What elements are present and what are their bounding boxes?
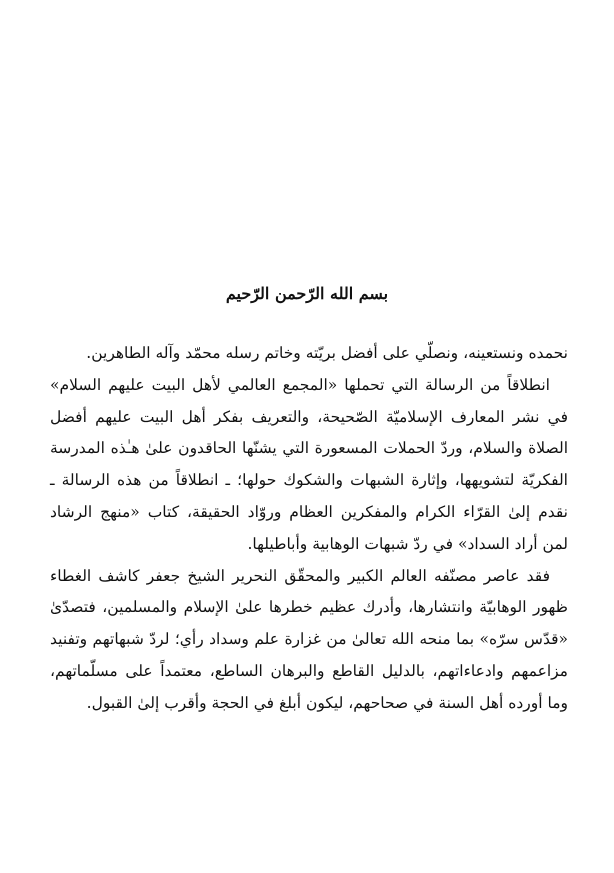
- paragraph-author: فقد عاصر مصنّفه العالم الكبير والمحقّق النحرير الشيخ جعفر كاشف الغطاء ظهور الوهابيّة وانتشارها، وأدرك عظيم خطرها علىٰ الإسلام والمسلمين، فتصدّىٰ «قدّس سرّه» بما منحه الله تعالىٰ من غزارة علم وسداد رأي؛ لردّ شبهاتهم وتفنيد مزاعمهم وادعاءاتهم، بالدليل القاطع والبرهان الساطع، معتمداً على مسلّماتهم، وما أورده أهل السنة في صحاحهم، ليكون أبلغ في الحجة وأقرب إلىٰ القبول.: [50, 566, 568, 712]
- paragraph-opening: نحمده ونستعينه، ونصلّي على أفضل بريّته وخاتم رسله محمّد وآله الطاهرين.: [86, 344, 568, 362]
- basmala-heading: بسم الله الرّحمن الرّحيم: [225, 284, 389, 303]
- paragraph-mission: انطلاقاً من الرسالة التي تحملها «المجمع العالمي لأهل البيت عليهم السلام» في نشر المعارف الإسلاميّة الصّحيحة، والتعريف بفكر أهل البيت عليهم أفضل الصلاة والسلام، وردّ الحملات المسعورة التي يشنّها الحاقدون علىٰ هـٰذه المدرسة الفكريّة لتشويهها، وإثارة الشبهات والشكوك حولها؛ ـ انطلاقاً من هذه الرسالة ـ نقدم إلىٰ القرّاء الكرام والمفكرين العظام وروّاد الحقيقة، كتاب «منهج الرشاد لمن أراد السداد» في ردّ شبهات الوهابية وأباطيلها.: [50, 375, 568, 553]
- preface-body: [50, 338, 568, 720]
